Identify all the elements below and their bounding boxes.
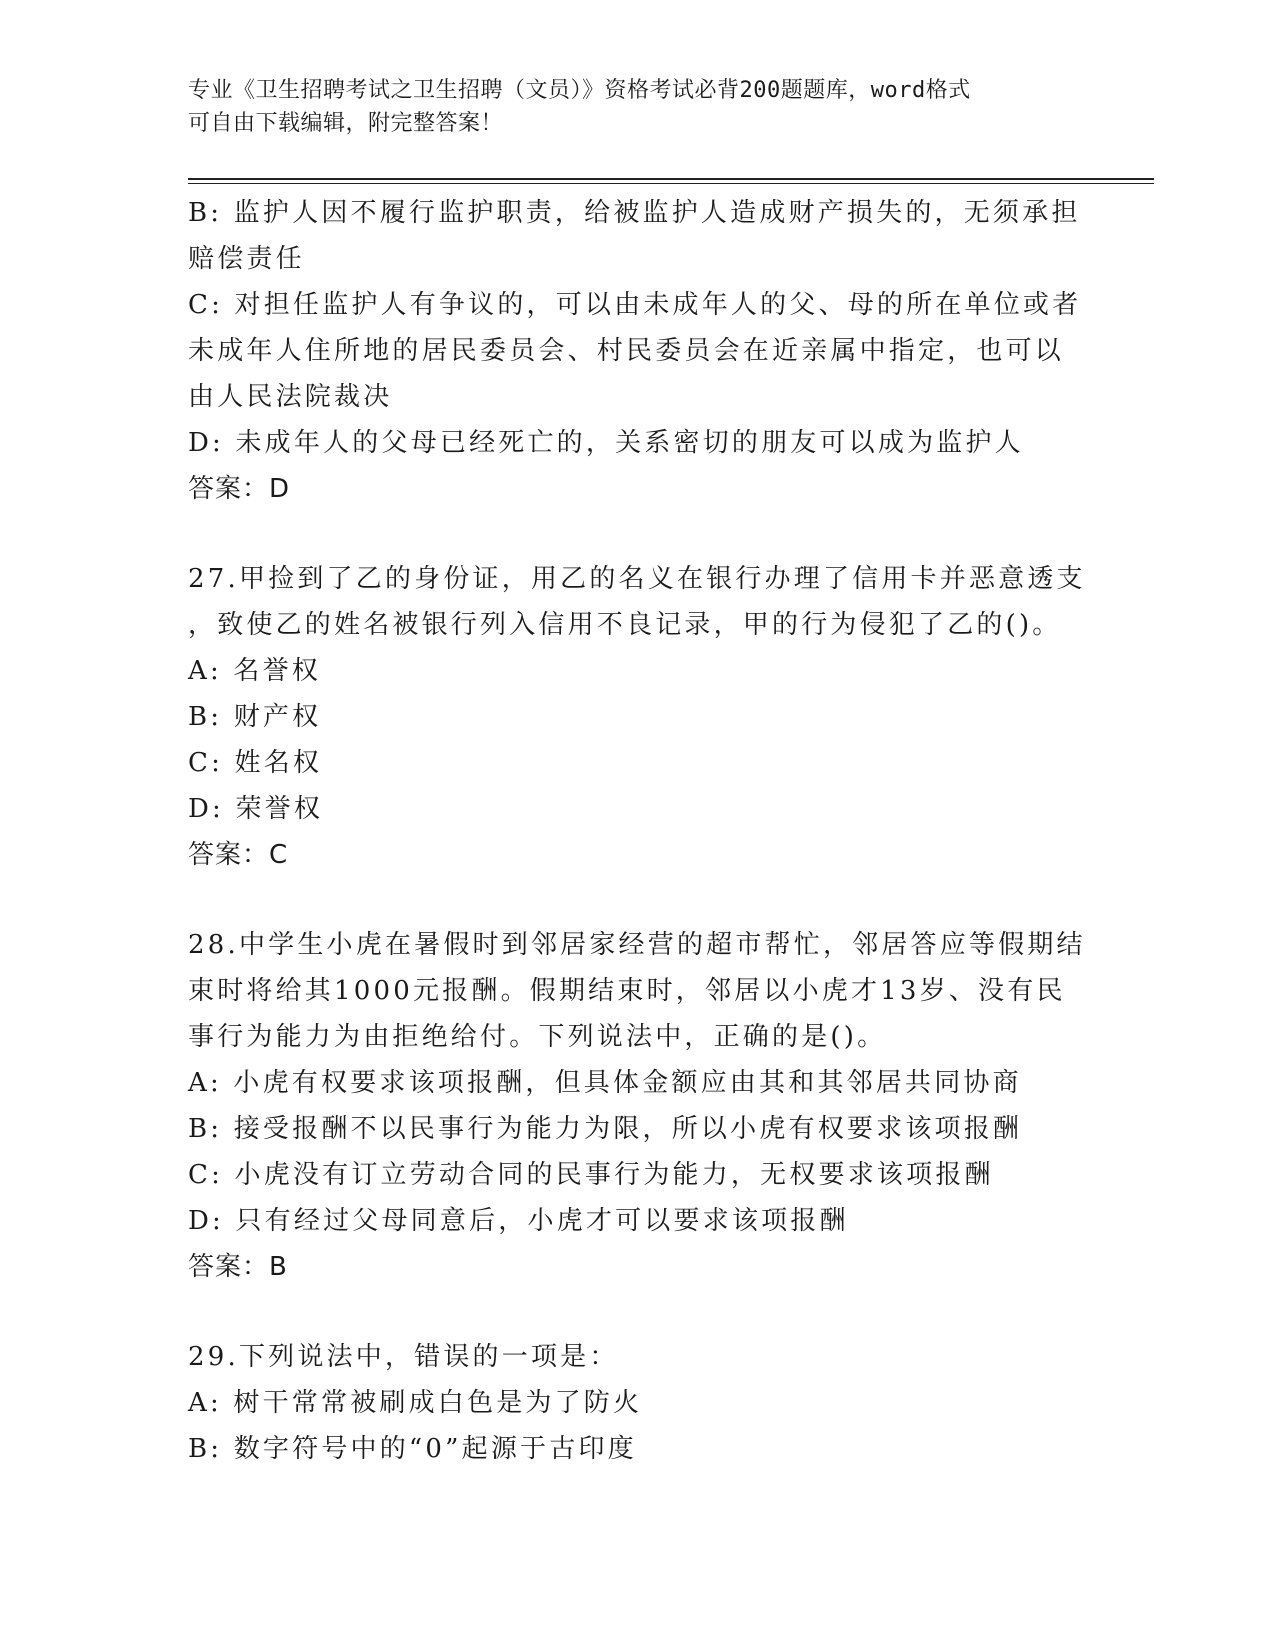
header-rule-thin	[188, 183, 1154, 184]
question-stem-line: 29.下列说法中，错误的一项是：	[188, 1342, 619, 1372]
option-a: A: 树干常常被刷成白色是为了防火	[188, 1388, 643, 1418]
option-d: D: 未成年人的父母已经死亡的，关系密切的朋友可以成为监护人	[188, 428, 1024, 458]
option-d: D: 只有经过父母同意后，小虎才可以要求该项报酬	[188, 1206, 849, 1236]
option-a: A: 小虎有权要求该项报酬，但具体金额应由其和其邻居共同协商	[188, 1068, 1022, 1098]
spacer	[188, 878, 1088, 922]
option-b: B: 财产权	[188, 702, 322, 732]
question-stem-line: ，致使乙的姓名被银行列入信用不良记录，甲的行为侵犯了乙的()。	[188, 610, 1062, 640]
option-c-line: C: 对担任监护人有争议的，可以由未成年人的父、母的所在单位或者	[188, 290, 1082, 320]
question-stem-line: 27.甲捡到了乙的身份证，用乙的名义在银行办理了信用卡并恶意透支	[188, 564, 1086, 594]
question-stem-line: 束时将给其1000元报酬。假期结束时，邻居以小虎才13岁、没有民	[188, 976, 1066, 1006]
header-line-1: 专业《卫生招聘考试之卫生招聘（文员）》资格考试必背200题题库，word格式	[188, 78, 971, 103]
answer-line: 答案：D	[188, 474, 291, 504]
question-26-tail	[188, 190, 1088, 512]
question-stem-line: 28.中学生小虎在暑假时到邻居家经营的超市帮忙，邻居答应等假期结	[188, 930, 1086, 960]
answer-line: 答案：C	[188, 840, 289, 870]
option-c: C: 小虎没有订立劳动合同的民事行为能力，无权要求该项报酬	[188, 1160, 994, 1190]
question-28	[188, 922, 1088, 1290]
option-b: B: 数字符号中的“0”起源于古印度	[188, 1434, 637, 1464]
option-c-line: 由人民法院裁决	[188, 382, 393, 412]
option-c-line: 未成年人住所地的居民委员会、村民委员会在近亲属中指定，也可以	[188, 336, 1065, 366]
question-stem-line: 事行为能力为由拒绝给付。下列说法中，正确的是()。	[188, 1022, 887, 1052]
spacer	[188, 1290, 1088, 1334]
answer-line: 答案：B	[188, 1252, 288, 1282]
option-b-line: B: 监护人因不履行监护职责，给被监护人造成财产损失的，无须承担	[188, 198, 1081, 228]
header-rule-thick	[188, 178, 1154, 180]
option-a: A: 名誉权	[188, 656, 322, 686]
spacer	[188, 512, 1088, 556]
document-header	[188, 74, 1068, 140]
option-d: D: 荣誉权	[188, 794, 324, 824]
option-b-line: 赔偿责任	[188, 244, 305, 274]
question-27	[188, 556, 1088, 878]
header-line-2: 可自由下载编辑，附完整答案！	[188, 111, 504, 136]
option-b: B: 接受报酬不以民事行为能力为限，所以小虎有权要求该项报酬	[188, 1114, 1023, 1144]
option-c: C: 姓名权	[188, 748, 323, 778]
question-content	[188, 190, 1088, 1472]
question-29	[188, 1334, 1088, 1472]
